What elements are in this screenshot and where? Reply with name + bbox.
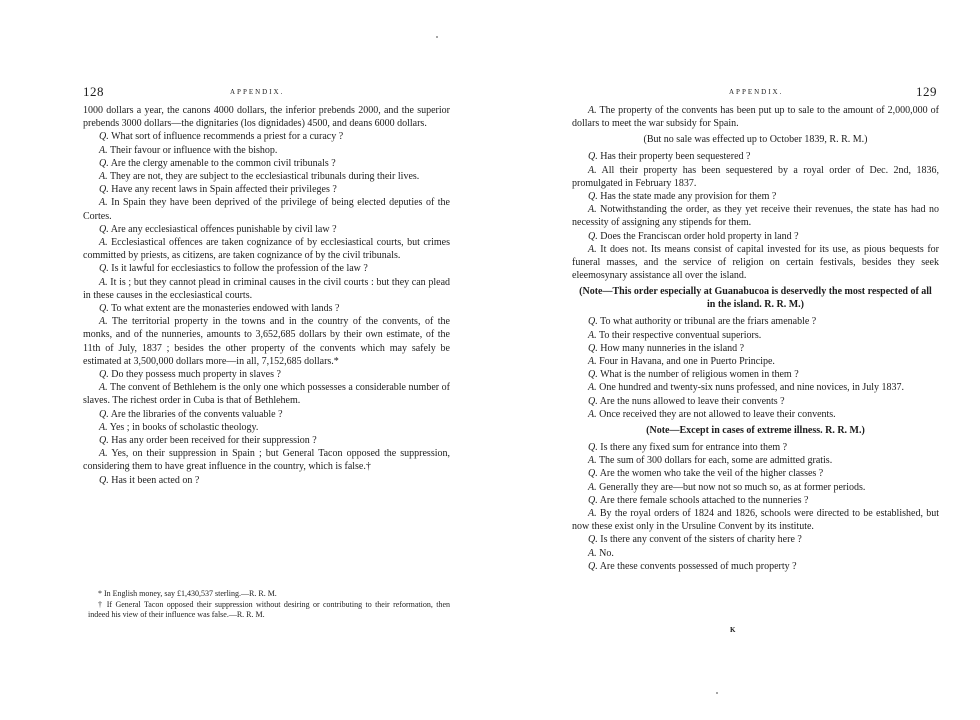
paragraph-text: Are the women who take the veil of the higher classes ?	[599, 468, 824, 480]
paragraph-text: To what extent are the monasteries endowed with lands ?	[111, 303, 340, 315]
question-paragraph	[83, 262, 450, 275]
answer-paragraph	[572, 203, 939, 229]
speaker-label: Q.	[588, 395, 598, 407]
speaker-label: Q.	[588, 191, 598, 203]
continued-paragraph	[83, 104, 450, 130]
question-paragraph	[83, 408, 450, 421]
answer-paragraph	[572, 355, 939, 368]
running-head: APPENDIX.	[729, 88, 784, 96]
paragraph-text: By the royal orders of 1824 and 1826, schools were directed to be established, but now these exist only in the Ursuline Convent by its institute.	[572, 508, 939, 533]
paragraph-text: Generally they are—but now not so much so, as at former periods.	[599, 481, 866, 493]
speaker-label: A.	[588, 204, 597, 216]
signature-mark: K	[730, 626, 736, 634]
paragraph-list	[83, 104, 450, 487]
speaker-label: Q.	[588, 151, 598, 163]
speaker-label: Q.	[99, 157, 109, 169]
speaker-label: A.	[99, 144, 108, 156]
question-paragraph	[572, 342, 939, 355]
paragraph-text: Is there any convent of the sisters of charity here ?	[600, 534, 802, 546]
speaker-label: Q.	[588, 560, 598, 572]
speaker-label: Q.	[588, 369, 598, 381]
question-paragraph	[572, 230, 939, 243]
question-paragraph	[572, 441, 939, 454]
question-paragraph	[572, 494, 939, 507]
editor-note: (Note—Except in cases of extreme illness. R. R. M.)	[646, 425, 865, 437]
paragraph-text: What sort of influence recommends a priest for a curacy ?	[111, 131, 344, 143]
page-body	[572, 104, 939, 573]
question-paragraph	[83, 157, 450, 170]
paragraph-text: All their property has been sequestered by a royal order of Dec. 2nd, 1836, promulgated in February 1837.	[572, 164, 939, 189]
speaker-label: A.	[99, 197, 108, 209]
paragraph-text: 1000 dollars a year, the canons 4000 dollars, the inferior prebends 2000, and the superior prebends 3000 dollars—the dignitaries (los dignidades) 4500, and deans 6000 dollars.	[83, 105, 450, 130]
speaker-label: A.	[588, 508, 597, 520]
speaker-label: A.	[99, 448, 108, 460]
paragraph-text: Is there any fixed sum for entrance into them ?	[600, 442, 788, 454]
question-paragraph	[83, 223, 450, 236]
running-head: APPENDIX.	[230, 88, 285, 96]
speaker-label: Q.	[99, 131, 109, 143]
question-paragraph	[83, 302, 450, 315]
page-number: 129	[916, 84, 937, 99]
answer-paragraph	[83, 144, 450, 157]
speaker-label: Q.	[588, 442, 598, 454]
paragraph-text: Have any recent laws in Spain affected their privileges ?	[111, 184, 337, 196]
paragraph-text: One hundred and twenty-six nuns professed, and nine novices, in July 1837.	[599, 382, 905, 394]
paragraph-text: The property of the convents has been put up to sale to the amount of 2,000,000 of dollars to meet the war subsidy for Spain.	[572, 105, 939, 130]
answer-paragraph	[572, 329, 939, 342]
speaker-label: Q.	[588, 342, 598, 354]
speaker-label: Q.	[99, 435, 109, 447]
paragraph-text: Their favour or influence with the bishop.	[109, 144, 278, 156]
question-paragraph	[572, 560, 939, 573]
paragraph-list	[572, 315, 939, 421]
paragraph-text: Are any ecclesiastical offences punishable by civil law ?	[110, 223, 337, 235]
paragraph-text: Are the nuns allowed to leave their convents ?	[599, 395, 785, 407]
speaker-label: A.	[588, 329, 597, 341]
speaker-label: Q.	[588, 316, 598, 328]
answer-paragraph	[83, 170, 450, 183]
speaker-label: A.	[99, 316, 108, 328]
paragraph-text: Has it been acted on ?	[111, 474, 200, 486]
speaker-label: A.	[99, 171, 108, 183]
speaker-label: A.	[588, 105, 597, 116]
speaker-label: Q.	[588, 230, 598, 242]
paragraph-list	[572, 104, 939, 130]
speaker-label: A.	[588, 547, 597, 559]
footnote: † If General Tacon opposed their suppression without desiring or contributing to their reformation, then indeed his view of their influence was false.—R. R. M.	[88, 599, 450, 619]
paragraph-text: Four in Havana, and one in Puerto Principe.	[599, 356, 775, 368]
paragraph-text: It is ; but they cannot plead in criminal causes in the civil courts : but they can plead in these causes in the ecclesiastical courts.	[83, 276, 451, 301]
question-paragraph	[572, 533, 939, 546]
question-paragraph	[572, 467, 939, 480]
paragraph-text: Does the Franciscan order hold property in land ?	[600, 230, 799, 242]
question-paragraph	[572, 395, 939, 408]
speaker-label: A.	[99, 237, 108, 249]
scan-speck	[436, 36, 438, 38]
speaker-label: A.	[588, 164, 597, 176]
answer-paragraph	[83, 381, 450, 407]
paragraph-text: It does not. Its means consist of capital invested for its use, as pious bequests for funeral masses, and the service of religion on certain festivals, besides they seek eleemosynary assistance all over the island.	[572, 243, 939, 282]
speaker-label: Q.	[588, 494, 598, 506]
speaker-label: Q.	[588, 468, 598, 480]
speaker-label: A.	[588, 382, 597, 394]
paragraph-text: Yes, on their suppression in Spain ; but General Tacon opposed the suppression, considering them to have great influence in the country, which is false.†	[83, 448, 450, 473]
answer-paragraph	[572, 507, 939, 533]
answer-paragraph	[83, 236, 450, 262]
speaker-label: Q.	[99, 408, 109, 420]
question-paragraph	[83, 368, 450, 381]
speaker-label: Q.	[99, 223, 109, 235]
speaker-label: A.	[588, 455, 597, 467]
paragraph-text: To their respective conventual superiors.	[598, 329, 762, 341]
editor-note: (But no sale was effected up to October 1839, R. R. M.)	[643, 134, 868, 146]
answer-paragraph	[572, 164, 939, 190]
question-paragraph	[572, 190, 939, 203]
footnotes	[88, 589, 450, 621]
paragraph-text: Are there female schools attached to the nunneries ?	[599, 494, 809, 506]
scan-speck	[716, 692, 718, 694]
right-page	[490, 0, 980, 720]
speaker-label: A.	[588, 356, 597, 368]
paragraph-list	[572, 150, 939, 282]
paragraph-text: The sum of 300 dollars for each, some are admitted gratis.	[598, 455, 833, 467]
paragraph-text: Are these convents possessed of much property ?	[599, 560, 797, 572]
speaker-label: A.	[588, 408, 597, 420]
paragraph-text: The convent of Bethlehem is the only one which possesses a considerable number of slaves. The richest order in Cuba is that of Bethlehem.	[83, 382, 450, 407]
answer-paragraph	[83, 447, 450, 473]
question-paragraph	[572, 368, 939, 381]
answer-paragraph	[572, 547, 939, 560]
paragraph-text: Ecclesiastical offences are taken cognizance of by ecclesiastical courts, but crimes committed by priests, as citizens, are taken cognizance of by the civil tribunals.	[83, 237, 451, 262]
paragraph-text: How many nunneries in the island ?	[600, 342, 745, 354]
paragraph-text: Is it lawful for ecclesiastics to follow the profession of the law ?	[111, 263, 368, 275]
speaker-label: A.	[99, 276, 108, 288]
speaker-label: Q.	[99, 369, 109, 381]
question-paragraph	[572, 150, 939, 163]
question-paragraph	[83, 130, 450, 143]
question-paragraph	[572, 315, 939, 328]
paragraph-text: Do they possess much property in slaves ?	[111, 369, 281, 381]
paragraph-text: They are not, they are subject to the ecclesiastical tribunals during their lives.	[109, 171, 420, 183]
paragraph-text: In Spain they have been deprived of the privilege of being elected deputies of the Cortes.	[83, 197, 450, 222]
paragraph-text: Has their property been sequestered ?	[600, 151, 751, 163]
speaker-label: Q.	[99, 303, 109, 315]
editor-note: (Note—This order especially at Guanabucoa is deservedly the most respected of all in the island. R. R. M.)	[579, 286, 932, 311]
answer-paragraph	[83, 315, 450, 368]
answer-paragraph	[572, 104, 939, 130]
page-body	[83, 104, 450, 487]
speaker-label: A.	[588, 243, 597, 255]
answer-paragraph	[572, 243, 939, 283]
speaker-label: A.	[99, 421, 108, 433]
answer-paragraph	[83, 421, 450, 434]
paragraph-text: What is the number of religious women in them ?	[600, 369, 799, 381]
paragraph-text: Notwithstanding the order, as they yet receive their revenues, the state has had no necessity of assigning any stipends for them.	[572, 204, 939, 229]
paragraph-text: Are the clergy amenable to the common civil tribunals ?	[110, 157, 336, 169]
answer-paragraph	[83, 196, 450, 222]
answer-paragraph	[83, 276, 450, 302]
footnote: * In English money, say £1,430,537 sterling.—R. R. M.	[98, 589, 277, 598]
paragraph-text: Has any order been received for their suppression ?	[111, 435, 317, 447]
paragraph-text: Are the libraries of the convents valuable ?	[110, 408, 283, 420]
speaker-label: Q.	[588, 534, 598, 546]
speaker-label: Q.	[99, 263, 109, 275]
paragraph-text: Yes ; in books of scholastic theology.	[109, 421, 259, 433]
speaker-label: A.	[588, 481, 597, 493]
paragraph-text: No.	[599, 547, 614, 559]
speaker-label: A.	[99, 382, 108, 394]
answer-paragraph	[572, 481, 939, 494]
question-paragraph	[83, 434, 450, 447]
paragraph-text: To what authority or tribunal are the friars amenable ?	[600, 316, 817, 328]
answer-paragraph	[572, 381, 939, 394]
paragraph-list	[572, 441, 939, 573]
answer-paragraph	[572, 454, 939, 467]
speaker-label: Q.	[99, 184, 109, 196]
paragraph-text: Once received they are not allowed to leave their convents.	[599, 408, 836, 420]
paragraph-text: The territorial property in the towns and in the country of the convents, of the monks, and of the nunneries, amounts to 3,652,685 dollars by their own estimate, of the 11th of July, 1837 ; besides the other property of the convents which may safely be estimated at 3,500,000 dollars more—in all, 7,152,685 dollars.*	[83, 316, 450, 367]
page-number: 128	[83, 84, 104, 99]
speaker-label: Q.	[99, 474, 109, 486]
question-paragraph	[83, 474, 450, 487]
answer-paragraph	[572, 408, 939, 421]
paragraph-text: Has the state made any provision for them ?	[600, 191, 777, 203]
question-paragraph	[83, 183, 450, 196]
